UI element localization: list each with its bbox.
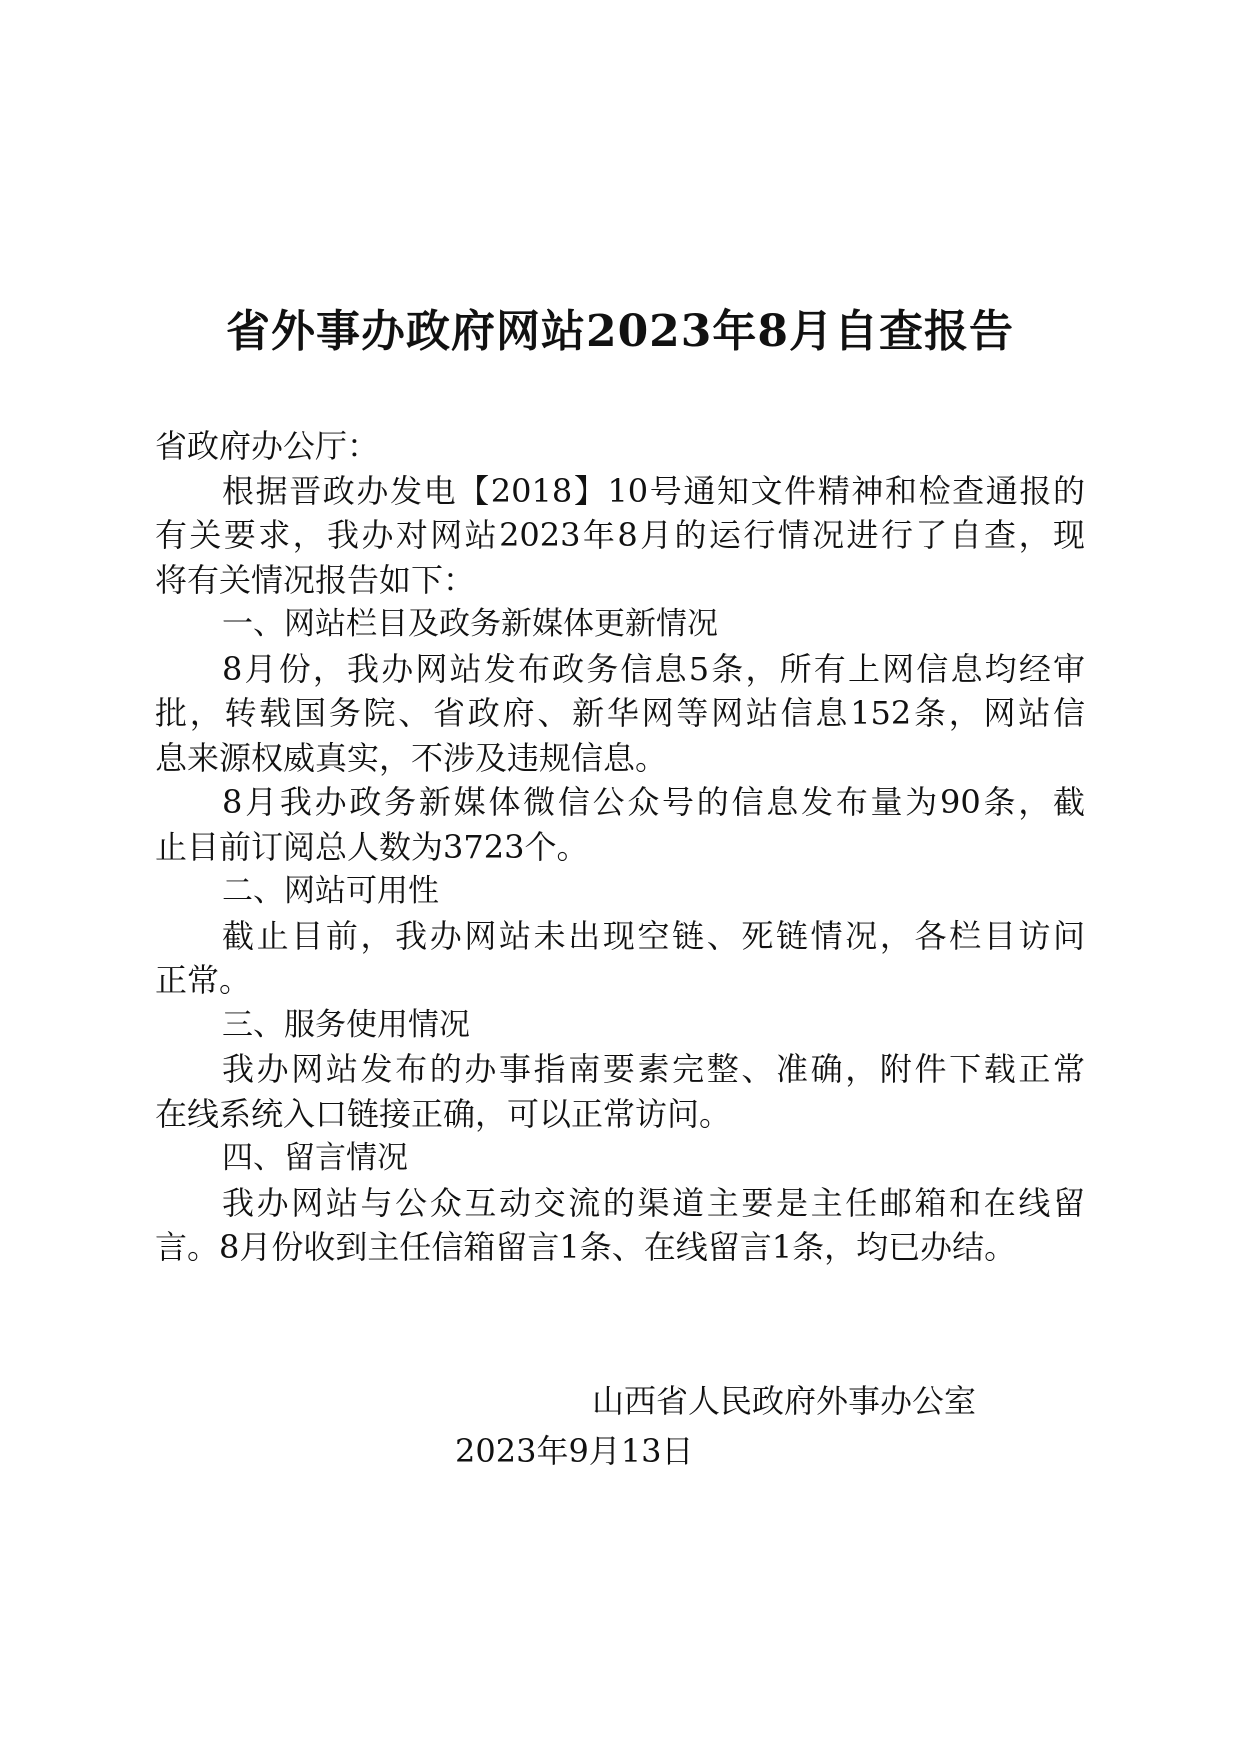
intro-line: 根据晋政办发电【2018】10号通知文件精神和检查通报的 (222, 471, 1085, 510)
paragraph-line: 在线系统入口链接正确，可以正常访问。 (155, 1094, 732, 1133)
paragraph-line: 8月份，我办网站发布政务信息5条，所有上网信息均经审 (222, 649, 1085, 688)
paragraph-line: 言。8月份收到主任信箱留言1条、在线留言1条，均已办结。 (155, 1228, 1017, 1266)
paragraph-line: 息来源权威真实，不涉及违规信息。 (155, 738, 668, 777)
paragraph-line: 批，转载国务院、省政府、新华网等网站信息152条，网站信 (155, 694, 1085, 732)
section-heading-3: 三、服务使用情况 (222, 1006, 470, 1043)
paragraph-line: 正常。 (155, 961, 252, 999)
salutation: 省政府办公厅： (155, 427, 380, 465)
section-heading-2: 二、网站可用性 (222, 873, 439, 909)
intro-line: 将有关情况报告如下： (155, 560, 476, 599)
paragraph-line: 我办网站与公众互动交流的渠道主要是主任邮箱和在线留 (222, 1183, 1085, 1222)
paragraph-line: 我办网站发布的办事指南要素完整、准确，附件下载正常 (222, 1050, 1085, 1088)
signature-date: 2023年9月13日 (455, 1432, 694, 1470)
signature-organization: 山西省人民政府外事办公室 (592, 1382, 977, 1420)
intro-line: 有关要求，我办对网站2023年8月的运行情况进行了自查，现 (155, 516, 1085, 554)
section-heading-4: 四、留言情况 (222, 1140, 408, 1176)
section-heading-1: 一、网站栏目及政务新媒体更新情况 (222, 606, 718, 642)
document-title: 省外事办政府网站2023年8月自查报告 (225, 306, 1015, 357)
paragraph-line: 止目前订阅总人数为3723个。 (155, 827, 589, 866)
paragraph-line: 8月我办政务新媒体微信公众号的信息发布量为90条，截 (222, 783, 1085, 821)
paragraph-line: 截止目前，我办网站未出现空链、死链情况，各栏目访问 (222, 916, 1085, 955)
document-body (155, 424, 1085, 1270)
